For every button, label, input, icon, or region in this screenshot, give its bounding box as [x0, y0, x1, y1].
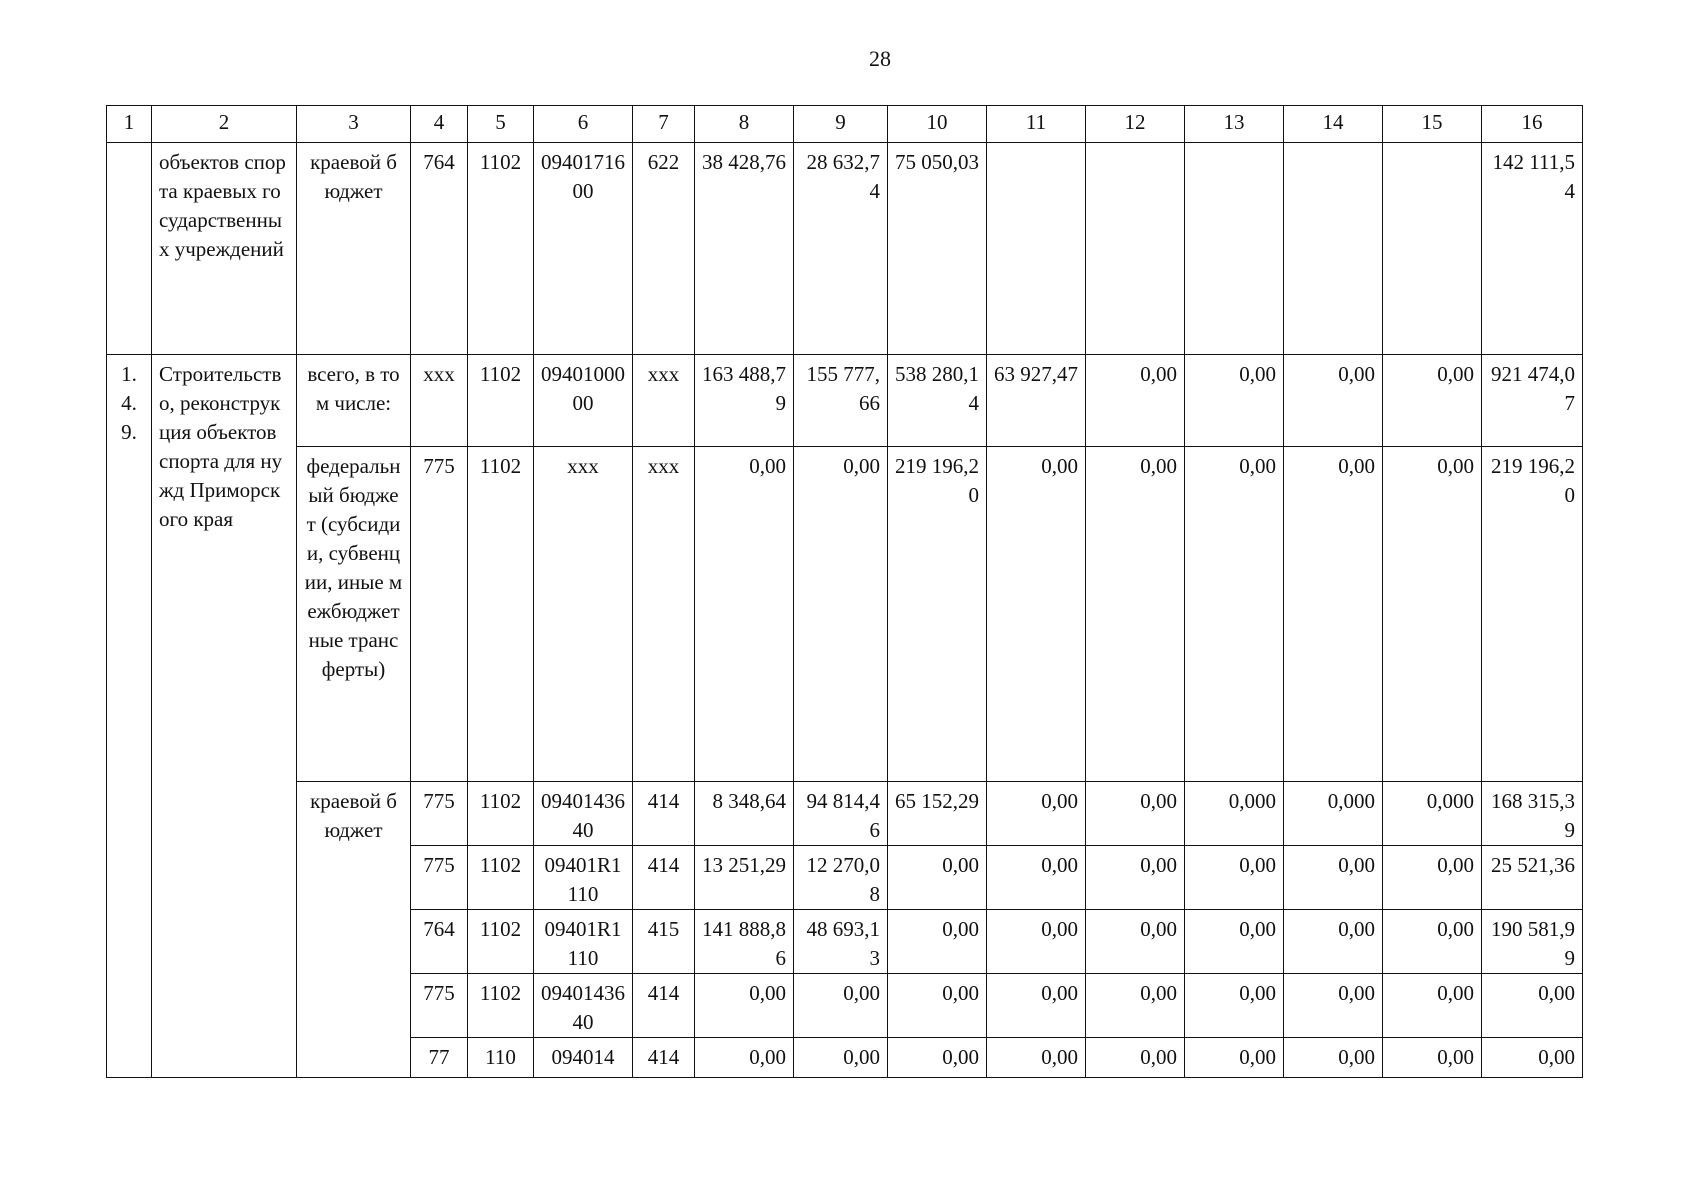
amount-cell: 0,00	[1383, 355, 1482, 447]
amount-cell: 0,00	[794, 447, 888, 782]
amount-cell: 0,000	[1284, 782, 1383, 846]
amount-cell: 0,000	[1185, 782, 1284, 846]
amount-cell: 0,00	[1185, 355, 1284, 447]
amount-cell: 0,000	[1383, 782, 1482, 846]
code-cell: ххх	[411, 355, 468, 447]
budget-table	[106, 105, 1583, 1078]
amount-cell: 0,00	[1482, 1038, 1583, 1078]
amount-cell: 94 814,46	[794, 782, 888, 846]
code-cell: 0940143640	[534, 974, 633, 1038]
header-cell: 6	[534, 106, 633, 143]
amount-cell: 0,00	[1284, 1038, 1383, 1078]
code-cell: 414	[633, 1038, 695, 1078]
item-name-cell: объектов спорта краевых государственных учреждений	[152, 143, 297, 355]
header-cell: 8	[695, 106, 794, 143]
header-cell: 15	[1383, 106, 1482, 143]
table-row	[107, 355, 1583, 447]
amount-cell: 0,00	[1185, 1038, 1284, 1078]
code-cell: 414	[633, 974, 695, 1038]
amount-cell: 0,00	[888, 974, 987, 1038]
amount-cell: 0,00	[1185, 910, 1284, 974]
amount-cell: 0,00	[1086, 974, 1185, 1038]
amount-cell: 28 632,74	[794, 143, 888, 355]
code-cell: 775	[411, 974, 468, 1038]
header-cell: 9	[794, 106, 888, 143]
header-cell: 11	[987, 106, 1086, 143]
amount-cell: 538 280,14	[888, 355, 987, 447]
amount-cell: 0,00	[1383, 447, 1482, 782]
amount-cell: 0,00	[987, 846, 1086, 910]
amount-cell: 0,00	[1086, 910, 1185, 974]
amount-cell: 0,00	[987, 782, 1086, 846]
amount-cell	[987, 143, 1086, 355]
amount-cell: 0,00	[1185, 974, 1284, 1038]
code-cell: 414	[633, 846, 695, 910]
funding-source-cell: всего, в том числе:	[297, 355, 411, 447]
amount-cell: 0,00	[987, 447, 1086, 782]
amount-cell: 0,00	[1383, 974, 1482, 1038]
code-cell: ххх	[633, 355, 695, 447]
code-cell: ххх	[534, 447, 633, 782]
amount-cell: 219 196,20	[888, 447, 987, 782]
header-cell: 14	[1284, 106, 1383, 143]
amount-cell: 25 521,36	[1482, 846, 1583, 910]
amount-cell: 0,00	[888, 1038, 987, 1078]
amount-cell: 0,00	[987, 910, 1086, 974]
amount-cell: 0,00	[1383, 910, 1482, 974]
amount-cell: 0,00	[1284, 974, 1383, 1038]
amount-cell: 0,00	[695, 1038, 794, 1078]
code-cell: 1102	[468, 910, 534, 974]
amount-cell: 168 315,39	[1482, 782, 1583, 846]
item-name-cell: Строительство, реконструкция объектов спорта для нужд Приморского края	[152, 355, 297, 1078]
amount-cell: 219 196,20	[1482, 447, 1583, 782]
amount-cell: 0,00	[1185, 846, 1284, 910]
header-cell: 12	[1086, 106, 1185, 143]
amount-cell: 0,00	[888, 910, 987, 974]
amount-cell: 921 474,07	[1482, 355, 1583, 447]
header-cell: 4	[411, 106, 468, 143]
table-row	[107, 782, 1583, 846]
amount-cell: 65 152,29	[888, 782, 987, 846]
amount-cell: 0,00	[1185, 447, 1284, 782]
code-cell: 094014	[534, 1038, 633, 1078]
amount-cell: 190 581,99	[1482, 910, 1583, 974]
amount-cell: 0,00	[1284, 355, 1383, 447]
code-cell: 775	[411, 846, 468, 910]
amount-cell: 0,00	[1284, 447, 1383, 782]
amount-cell: 0,00	[695, 974, 794, 1038]
header-cell: 10	[888, 106, 987, 143]
amount-cell: 12 270,08	[794, 846, 888, 910]
amount-cell	[1086, 143, 1185, 355]
code-cell: 0940171600	[534, 143, 633, 355]
table-row	[107, 447, 1583, 782]
code-cell: 77	[411, 1038, 468, 1078]
table-row	[107, 143, 1583, 355]
code-cell: 764	[411, 910, 468, 974]
amount-cell: 163 488,79	[695, 355, 794, 447]
amount-cell: 0,00	[1284, 846, 1383, 910]
code-cell: 764	[411, 143, 468, 355]
header-cell: 13	[1185, 106, 1284, 143]
amount-cell: 0,00	[888, 846, 987, 910]
funding-source-cell: краевой бюджет	[297, 143, 411, 355]
amount-cell: 0,00	[1086, 447, 1185, 782]
code-cell: 1102	[468, 447, 534, 782]
code-cell: 775	[411, 782, 468, 846]
amount-cell: 0,00	[794, 974, 888, 1038]
code-cell: 0940143640	[534, 782, 633, 846]
page-number: 28	[869, 46, 891, 71]
header-cell: 2	[152, 106, 297, 143]
code-cell: 0940100000	[534, 355, 633, 447]
amount-cell: 155 777,66	[794, 355, 888, 447]
amount-cell	[1284, 143, 1383, 355]
amount-cell	[1383, 143, 1482, 355]
amount-cell: 0,00	[1383, 1038, 1482, 1078]
amount-cell: 0,00	[1086, 1038, 1185, 1078]
code-cell: 1102	[468, 846, 534, 910]
amount-cell: 0,00	[695, 447, 794, 782]
code-cell: 09401R1110	[534, 910, 633, 974]
header-cell: 7	[633, 106, 695, 143]
amount-cell: 63 927,47	[987, 355, 1086, 447]
amount-cell: 0,00	[987, 974, 1086, 1038]
code-cell: 1102	[468, 143, 534, 355]
header-row	[107, 106, 1583, 143]
amount-cell: 0,00	[1284, 910, 1383, 974]
header-cell: 3	[297, 106, 411, 143]
header-cell: 5	[468, 106, 534, 143]
item-number-cell	[107, 143, 152, 355]
code-cell: 09401R1110	[534, 846, 633, 910]
amount-cell: 0,00	[987, 1038, 1086, 1078]
amount-cell: 0,00	[1086, 355, 1185, 447]
funding-source-cell: краевой бюджет	[297, 782, 411, 1078]
header-cell: 16	[1482, 106, 1583, 143]
amount-cell: 142 111,54	[1482, 143, 1583, 355]
funding-source-cell: федеральный бюджет (субсидии, субвенции, иные межбюджетные трансферты)	[297, 447, 411, 782]
code-cell: 110	[468, 1038, 534, 1078]
code-cell: 1102	[468, 782, 534, 846]
amount-cell: 8 348,64	[695, 782, 794, 846]
amount-cell: 0,00	[1086, 846, 1185, 910]
header-cell: 1	[107, 106, 152, 143]
amount-cell: 0,00	[794, 1038, 888, 1078]
code-cell: 622	[633, 143, 695, 355]
amount-cell: 48 693,13	[794, 910, 888, 974]
amount-cell: 0,00	[1482, 974, 1583, 1038]
code-cell: ххх	[633, 447, 695, 782]
amount-cell: 13 251,29	[695, 846, 794, 910]
amount-cell	[1185, 143, 1284, 355]
item-number-cell: 1.4.9.	[107, 355, 152, 1078]
amount-cell: 0,00	[1086, 782, 1185, 846]
code-cell: 775	[411, 447, 468, 782]
amount-cell: 38 428,76	[695, 143, 794, 355]
amount-cell: 0,00	[1383, 846, 1482, 910]
amount-cell: 75 050,03	[888, 143, 987, 355]
amount-cell: 141 888,86	[695, 910, 794, 974]
code-cell: 414	[633, 782, 695, 846]
code-cell: 415	[633, 910, 695, 974]
code-cell: 1102	[468, 974, 534, 1038]
code-cell: 1102	[468, 355, 534, 447]
